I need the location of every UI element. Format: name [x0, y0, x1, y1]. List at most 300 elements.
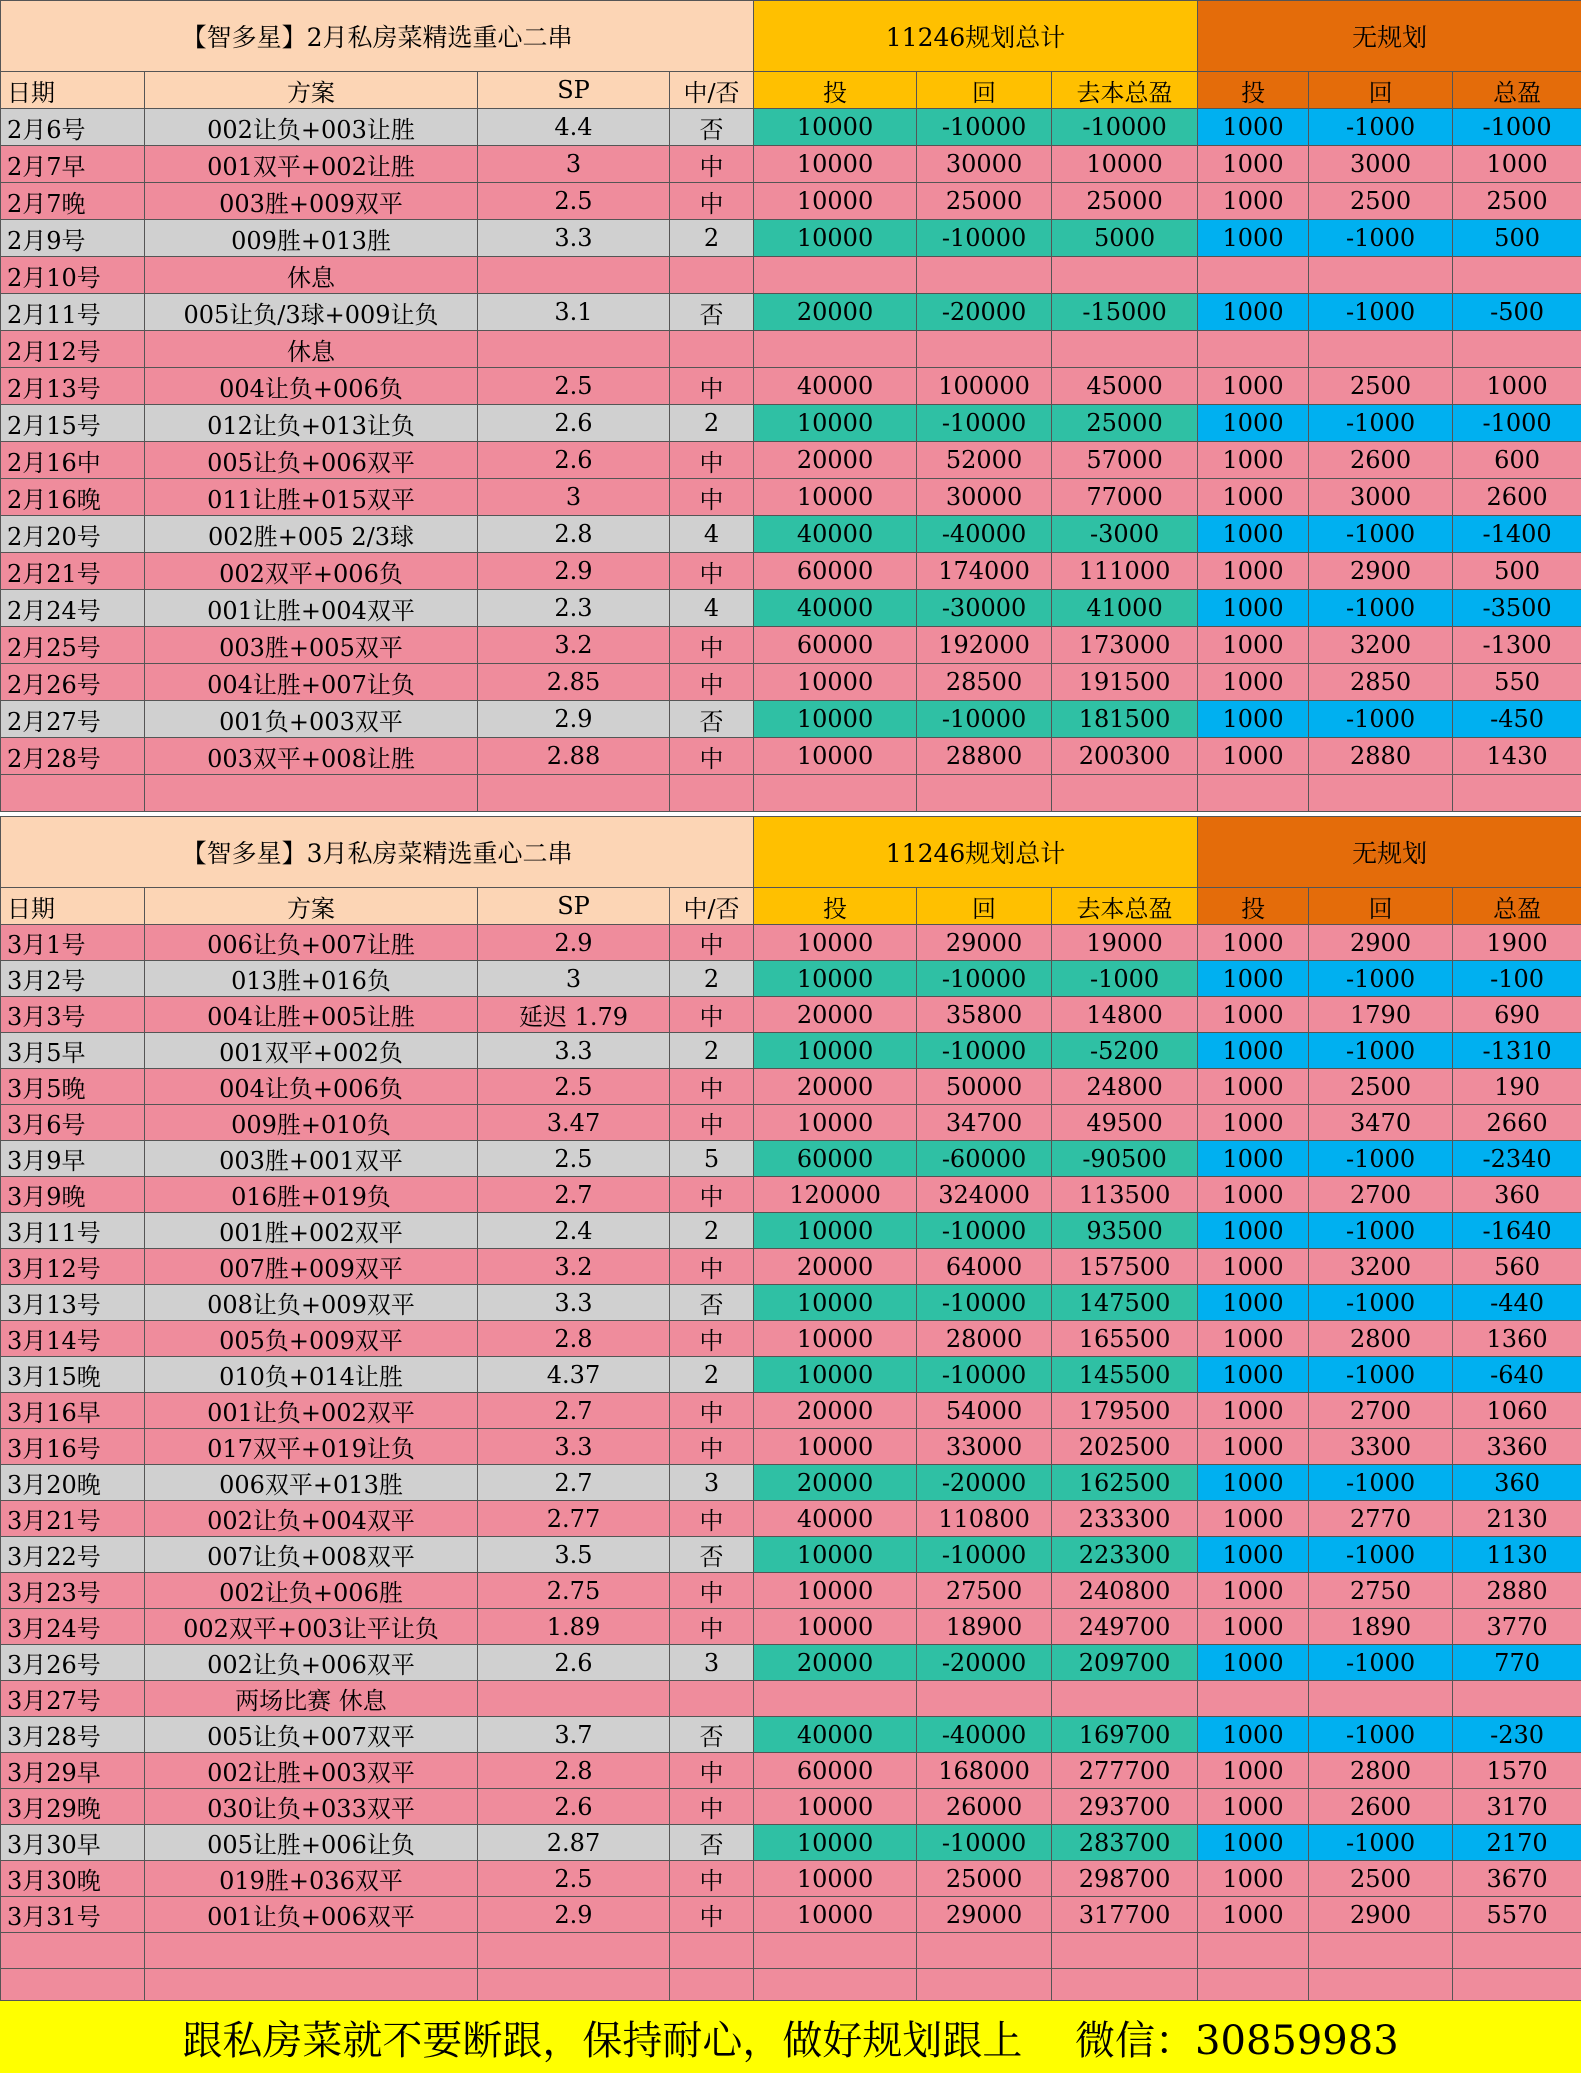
cell-np-profit: 3360 — [1453, 1429, 1581, 1465]
cell-plan: 003胜+001双平 — [145, 1141, 478, 1177]
cell-bet: 10000 — [754, 1321, 917, 1357]
column-header-result: 中/否 — [670, 888, 754, 925]
table-row — [1, 368, 1581, 405]
cell-np-return: -1000 — [1309, 1537, 1453, 1573]
cell-return: -10000 — [917, 1213, 1052, 1249]
cell-net-profit: 10000 — [1052, 146, 1198, 183]
cell-plan: 002让负+006胜 — [145, 1573, 478, 1609]
cell-sp: 3.1 — [478, 294, 670, 331]
cell-sp: 2.8 — [478, 516, 670, 553]
plan-group-header: 11246规划总计 — [754, 817, 1198, 888]
cell-net-profit: 113500 — [1052, 1177, 1198, 1213]
cell-bet: 20000 — [754, 1645, 917, 1681]
cell-result: 中 — [670, 1753, 754, 1789]
cell-np-return: 1890 — [1309, 1609, 1453, 1645]
column-header-plan: 方案 — [145, 72, 478, 109]
cell-sp: 2.8 — [478, 1753, 670, 1789]
cell-bet: 40000 — [754, 590, 917, 627]
cell-net-profit: 5000 — [1052, 220, 1198, 257]
cell-np-return: -1000 — [1309, 405, 1453, 442]
cell-plan: 003胜+009双平 — [145, 183, 478, 220]
cell-np-bet: 1000 — [1198, 109, 1309, 146]
cell-np-return: -1000 — [1309, 1033, 1453, 1069]
cell-sp: 2.6 — [478, 442, 670, 479]
cell-plan: 002让负+004双平 — [145, 1501, 478, 1537]
cell-return: 54000 — [917, 1393, 1052, 1429]
cell-plan: 009胜+010负 — [145, 1105, 478, 1141]
cell-net-profit: 179500 — [1052, 1393, 1198, 1429]
cell-sp: 3 — [478, 146, 670, 183]
table-row — [1, 775, 1581, 812]
cell-result: 中 — [670, 479, 754, 516]
cell-result: 中 — [670, 1789, 754, 1825]
cell-net-profit: 233300 — [1052, 1501, 1198, 1537]
cell-plan: 006双平+013胜 — [145, 1465, 478, 1501]
cell-sp: 2.5 — [478, 1141, 670, 1177]
cell-plan: 002让胜+003双平 — [145, 1753, 478, 1789]
table-row — [1, 925, 1581, 961]
cell-result: 中 — [670, 553, 754, 590]
cell-plan: 005让负+006双平 — [145, 442, 478, 479]
cell-np-profit: 190 — [1453, 1069, 1581, 1105]
cell-net-profit: 209700 — [1052, 1645, 1198, 1681]
cell-plan: 004让负+006负 — [145, 368, 478, 405]
cell-np-profit: 1000 — [1453, 146, 1581, 183]
cell-date: 3月11号 — [1, 1213, 145, 1249]
cell-result: 5 — [670, 1141, 754, 1177]
cell-np-bet: 1000 — [1198, 1069, 1309, 1105]
cell-sp — [478, 331, 670, 368]
cell-np-return: 3000 — [1309, 146, 1453, 183]
cell-np-profit — [1453, 1681, 1581, 1717]
cell-bet: 10000 — [754, 1861, 917, 1897]
table-row — [1, 1825, 1581, 1861]
no-plan-group-header: 无规划 — [1198, 1, 1581, 72]
cell-date: 2月20号 — [1, 516, 145, 553]
table-row — [1, 1537, 1581, 1573]
cell-plan: 001胜+002双平 — [145, 1213, 478, 1249]
cell-np-bet: 1000 — [1198, 1573, 1309, 1609]
cell-plan: 012让负+013让负 — [145, 405, 478, 442]
cell-net-profit: 147500 — [1052, 1285, 1198, 1321]
cell-plan: 011让胜+015双平 — [145, 479, 478, 516]
cell-np-return — [1309, 1933, 1453, 1969]
cell-net-profit — [1052, 331, 1198, 368]
cell-np-profit: -1000 — [1453, 109, 1581, 146]
cell-plan: 001让负+006双平 — [145, 1897, 478, 1933]
cell-np-bet: 1000 — [1198, 516, 1309, 553]
cell-np-bet: 1000 — [1198, 1357, 1309, 1393]
table-row — [1, 1249, 1581, 1285]
cell-net-profit: 45000 — [1052, 368, 1198, 405]
cell-sp: 2.5 — [478, 1069, 670, 1105]
cell-return: -40000 — [917, 516, 1052, 553]
cell-np-profit: 360 — [1453, 1465, 1581, 1501]
cell-np-profit: 770 — [1453, 1645, 1581, 1681]
cell-date: 2月9号 — [1, 220, 145, 257]
cell-date: 2月16中 — [1, 442, 145, 479]
cell-np-bet: 1000 — [1198, 1645, 1309, 1681]
table-row — [1, 961, 1581, 997]
cell-return: -10000 — [917, 405, 1052, 442]
cell-bet: 10000 — [754, 146, 917, 183]
cell-net-profit: 249700 — [1052, 1609, 1198, 1645]
cell-plan: 001让负+002双平 — [145, 1393, 478, 1429]
cell-result: 中 — [670, 1861, 754, 1897]
cell-sp: 2.6 — [478, 405, 670, 442]
cell-sp: 3.7 — [478, 1717, 670, 1753]
table-row — [1, 479, 1581, 516]
cell-result: 否 — [670, 1825, 754, 1861]
cell-plan: 019胜+036双平 — [145, 1861, 478, 1897]
cell-np-profit: -1310 — [1453, 1033, 1581, 1069]
cell-date: 3月30早 — [1, 1825, 145, 1861]
cell-date: 3月26号 — [1, 1645, 145, 1681]
cell-net-profit: 181500 — [1052, 701, 1198, 738]
cell-net-profit — [1052, 1681, 1198, 1717]
cell-sp: 2.85 — [478, 664, 670, 701]
cell-bet: 10000 — [754, 405, 917, 442]
cell-result — [670, 1681, 754, 1717]
cell-np-bet: 1000 — [1198, 1825, 1309, 1861]
cell-np-bet: 1000 — [1198, 1609, 1309, 1645]
cell-return: 26000 — [917, 1789, 1052, 1825]
cell-np-bet: 1000 — [1198, 1753, 1309, 1789]
table-row — [1, 257, 1581, 294]
cell-plan: 010负+014让胜 — [145, 1357, 478, 1393]
cell-sp: 2.5 — [478, 368, 670, 405]
cell-np-return: 2700 — [1309, 1393, 1453, 1429]
table-row — [1, 701, 1581, 738]
cell-net-profit: 317700 — [1052, 1897, 1198, 1933]
cell-result: 否 — [670, 109, 754, 146]
cell-sp: 2.9 — [478, 701, 670, 738]
cell-np-profit: -1400 — [1453, 516, 1581, 553]
cell-result: 2 — [670, 1033, 754, 1069]
cell-np-bet: 1000 — [1198, 1141, 1309, 1177]
cell-bet — [754, 331, 917, 368]
cell-np-profit: 560 — [1453, 1249, 1581, 1285]
column-header-date: 日期 — [1, 72, 145, 109]
cell-date — [1, 1933, 145, 1969]
cell-np-return: -1000 — [1309, 701, 1453, 738]
cell-result: 3 — [670, 1465, 754, 1501]
column-header-np-profit: 总盈 — [1453, 888, 1581, 925]
cell-return: 28000 — [917, 1321, 1052, 1357]
table-row — [1, 1069, 1581, 1105]
cell-np-bet: 1000 — [1198, 220, 1309, 257]
cell-date: 3月30晚 — [1, 1861, 145, 1897]
cell-bet: 10000 — [754, 738, 917, 775]
cell-return: -10000 — [917, 1357, 1052, 1393]
cell-np-bet: 1000 — [1198, 1285, 1309, 1321]
cell-sp: 2.6 — [478, 1645, 670, 1681]
cell-sp: 4.37 — [478, 1357, 670, 1393]
cell-date: 2月12号 — [1, 331, 145, 368]
cell-result: 4 — [670, 516, 754, 553]
cell-np-return — [1309, 331, 1453, 368]
cell-bet: 10000 — [754, 1897, 917, 1933]
cell-np-return: 2500 — [1309, 1069, 1453, 1105]
cell-np-return: -1000 — [1309, 1645, 1453, 1681]
cell-return — [917, 1681, 1052, 1717]
cell-np-return: -1000 — [1309, 1465, 1453, 1501]
cell-return: -10000 — [917, 1825, 1052, 1861]
cell-return: 33000 — [917, 1429, 1052, 1465]
cell-bet: 20000 — [754, 1465, 917, 1501]
table-row — [1, 1213, 1581, 1249]
cell-sp: 1.89 — [478, 1609, 670, 1645]
cell-np-return: 3200 — [1309, 627, 1453, 664]
cell-net-profit: 14800 — [1052, 997, 1198, 1033]
cell-np-bet: 1000 — [1198, 590, 1309, 627]
cell-plan — [145, 1933, 478, 1969]
cell-plan: 004让胜+007让负 — [145, 664, 478, 701]
cell-bet: 10000 — [754, 109, 917, 146]
table-row — [1, 220, 1581, 257]
table-row — [1, 183, 1581, 220]
cell-sp: 3.5 — [478, 1537, 670, 1573]
cell-net-profit: 19000 — [1052, 925, 1198, 961]
cell-result: 中 — [670, 738, 754, 775]
cell-np-bet — [1198, 1681, 1309, 1717]
cell-sp — [478, 775, 670, 812]
cell-date: 3月20晚 — [1, 1465, 145, 1501]
cell-return: 28800 — [917, 738, 1052, 775]
cell-result: 否 — [670, 294, 754, 331]
cell-net-profit: -5200 — [1052, 1033, 1198, 1069]
table-row — [1, 1897, 1581, 1933]
cell-np-profit: 1570 — [1453, 1753, 1581, 1789]
cell-date: 3月16号 — [1, 1429, 145, 1465]
cell-net-profit: 240800 — [1052, 1573, 1198, 1609]
table-row — [1, 331, 1581, 368]
cell-date: 3月24号 — [1, 1609, 145, 1645]
cell-bet: 10000 — [754, 1537, 917, 1573]
cell-return: -10000 — [917, 1033, 1052, 1069]
cell-np-profit — [1453, 257, 1581, 294]
cell-return: -60000 — [917, 1141, 1052, 1177]
cell-result: 中 — [670, 627, 754, 664]
cell-net-profit: 202500 — [1052, 1429, 1198, 1465]
cell-np-profit — [1453, 1933, 1581, 1969]
cell-net-profit — [1052, 775, 1198, 812]
cell-date: 3月12号 — [1, 1249, 145, 1285]
cell-net-profit: 49500 — [1052, 1105, 1198, 1141]
cell-np-return: 2700 — [1309, 1177, 1453, 1213]
cell-bet: 10000 — [754, 1033, 917, 1069]
cell-np-profit: 2880 — [1453, 1573, 1581, 1609]
table-row — [1, 1465, 1581, 1501]
cell-return: 18900 — [917, 1609, 1052, 1645]
cell-return: -10000 — [917, 1285, 1052, 1321]
column-header-date: 日期 — [1, 888, 145, 925]
cell-np-bet: 1000 — [1198, 1177, 1309, 1213]
table-row — [1, 146, 1581, 183]
cell-np-profit: 1130 — [1453, 1537, 1581, 1573]
table-row — [1, 1033, 1581, 1069]
column-header-return: 回 — [917, 888, 1052, 925]
section-title-row — [1, 817, 1581, 888]
cell-bet — [754, 1933, 917, 1969]
cell-np-profit — [1453, 331, 1581, 368]
cell-np-bet: 1000 — [1198, 1717, 1309, 1753]
cell-date: 2月16晚 — [1, 479, 145, 516]
cell-np-return: 2880 — [1309, 738, 1453, 775]
cell-np-bet: 1000 — [1198, 738, 1309, 775]
cell-return: 168000 — [917, 1753, 1052, 1789]
cell-result — [670, 257, 754, 294]
cell-np-profit: 2170 — [1453, 1825, 1581, 1861]
cell-net-profit: -10000 — [1052, 109, 1198, 146]
cell-bet: 20000 — [754, 1069, 917, 1105]
cell-sp: 3.47 — [478, 1105, 670, 1141]
cell-date: 3月29早 — [1, 1753, 145, 1789]
cell-np-return — [1309, 1681, 1453, 1717]
cell-bet: 40000 — [754, 1501, 917, 1537]
cell-np-bet: 1000 — [1198, 925, 1309, 961]
table-row — [1, 442, 1581, 479]
cell-net-profit: -15000 — [1052, 294, 1198, 331]
cell-result: 中 — [670, 1501, 754, 1537]
cell-np-profit: -1640 — [1453, 1213, 1581, 1249]
cell-return: 29000 — [917, 925, 1052, 961]
cell-net-profit: 77000 — [1052, 479, 1198, 516]
cell-np-bet: 1000 — [1198, 294, 1309, 331]
table-row — [1, 1285, 1581, 1321]
cell-np-return: -1000 — [1309, 1825, 1453, 1861]
cell-date: 3月9早 — [1, 1141, 145, 1177]
cell-np-bet: 1000 — [1198, 1501, 1309, 1537]
cell-np-profit: -440 — [1453, 1285, 1581, 1321]
cell-result: 2 — [670, 1357, 754, 1393]
cell-net-profit: -90500 — [1052, 1141, 1198, 1177]
cell-return: -10000 — [917, 961, 1052, 997]
cell-bet: 40000 — [754, 516, 917, 553]
column-header-row — [1, 888, 1581, 925]
cell-result: 2 — [670, 1213, 754, 1249]
cell-net-profit: 191500 — [1052, 664, 1198, 701]
cell-result: 中 — [670, 1897, 754, 1933]
cell-bet: 10000 — [754, 664, 917, 701]
table-row — [1, 1789, 1581, 1825]
cell-return: 27500 — [917, 1573, 1052, 1609]
cell-np-profit: -450 — [1453, 701, 1581, 738]
cell-np-profit: 3670 — [1453, 1861, 1581, 1897]
cell-np-return: -1000 — [1309, 1141, 1453, 1177]
column-header-bet: 投 — [754, 72, 917, 109]
cell-bet: 10000 — [754, 1213, 917, 1249]
cell-plan: 002让负+006双平 — [145, 1645, 478, 1681]
cell-bet: 10000 — [754, 183, 917, 220]
cell-result: 中 — [670, 1573, 754, 1609]
cell-plan: 005让胜+006让负 — [145, 1825, 478, 1861]
cell-net-profit: 277700 — [1052, 1753, 1198, 1789]
no-plan-group-header: 无规划 — [1198, 817, 1581, 888]
cell-date — [1, 775, 145, 812]
cell-bet: 60000 — [754, 1753, 917, 1789]
cell-net-profit: 173000 — [1052, 627, 1198, 664]
table-row — [1, 1861, 1581, 1897]
cell-np-return: 2600 — [1309, 1789, 1453, 1825]
cell-net-profit: 93500 — [1052, 1213, 1198, 1249]
cell-plan: 两场比赛 休息 — [145, 1681, 478, 1717]
cell-sp: 2.9 — [478, 553, 670, 590]
cell-plan: 007让负+008双平 — [145, 1537, 478, 1573]
cell-np-bet: 1000 — [1198, 1033, 1309, 1069]
cell-net-profit: -1000 — [1052, 961, 1198, 997]
cell-np-profit: 5570 — [1453, 1897, 1581, 1933]
cell-date: 2月26号 — [1, 664, 145, 701]
cell-np-profit: 2660 — [1453, 1105, 1581, 1141]
cell-result: 否 — [670, 1537, 754, 1573]
cell-bet: 10000 — [754, 479, 917, 516]
cell-sp: 2.88 — [478, 738, 670, 775]
cell-net-profit: 165500 — [1052, 1321, 1198, 1357]
cell-date: 2月7晚 — [1, 183, 145, 220]
table-row — [1, 590, 1581, 627]
cell-date: 3月21号 — [1, 1501, 145, 1537]
cell-np-profit: 500 — [1453, 220, 1581, 257]
cell-date: 2月24号 — [1, 590, 145, 627]
cell-np-bet: 1000 — [1198, 1249, 1309, 1285]
cell-plan: 001让胜+004双平 — [145, 590, 478, 627]
cell-plan: 003双平+008让胜 — [145, 738, 478, 775]
cell-date: 3月29晚 — [1, 1789, 145, 1825]
cell-date: 3月16早 — [1, 1393, 145, 1429]
cell-np-profit: 2130 — [1453, 1501, 1581, 1537]
cell-return: 100000 — [917, 368, 1052, 405]
table-row — [1, 1393, 1581, 1429]
cell-np-return: 2500 — [1309, 368, 1453, 405]
cell-np-return: 2750 — [1309, 1573, 1453, 1609]
cell-plan: 002双平+006负 — [145, 553, 478, 590]
cell-return: -10000 — [917, 220, 1052, 257]
table-row — [1, 1141, 1581, 1177]
cell-plan: 休息 — [145, 257, 478, 294]
cell-sp: 3.3 — [478, 1033, 670, 1069]
cell-result: 中 — [670, 1321, 754, 1357]
cell-np-return: 2900 — [1309, 1897, 1453, 1933]
cell-plan: 030让负+033双平 — [145, 1789, 478, 1825]
cell-bet — [754, 257, 917, 294]
cell-np-bet: 1000 — [1198, 368, 1309, 405]
section-title-row — [1, 1, 1581, 72]
cell-result: 中 — [670, 1249, 754, 1285]
cell-np-return: -1000 — [1309, 1213, 1453, 1249]
cell-date: 2月10号 — [1, 257, 145, 294]
cell-return — [917, 1933, 1052, 1969]
cell-net-profit: 145500 — [1052, 1357, 1198, 1393]
cell-bet: 10000 — [754, 1357, 917, 1393]
cell-sp — [478, 1933, 670, 1969]
cell-plan: 007胜+009双平 — [145, 1249, 478, 1285]
cell-return: 28500 — [917, 664, 1052, 701]
cell-np-return: -1000 — [1309, 516, 1453, 553]
cell-sp: 2.7 — [478, 1465, 670, 1501]
cell-np-profit: -230 — [1453, 1717, 1581, 1753]
cell-result: 中 — [670, 146, 754, 183]
cell-result: 否 — [670, 1285, 754, 1321]
cell-result: 中 — [670, 1069, 754, 1105]
cell-plan: 001负+003双平 — [145, 701, 478, 738]
table-row — [1, 664, 1581, 701]
cell-result: 中 — [670, 183, 754, 220]
cell-plan: 005让负+007双平 — [145, 1717, 478, 1753]
column-header-np-profit: 总盈 — [1453, 72, 1581, 109]
cell-result: 中 — [670, 1393, 754, 1429]
cell-bet: 10000 — [754, 1789, 917, 1825]
